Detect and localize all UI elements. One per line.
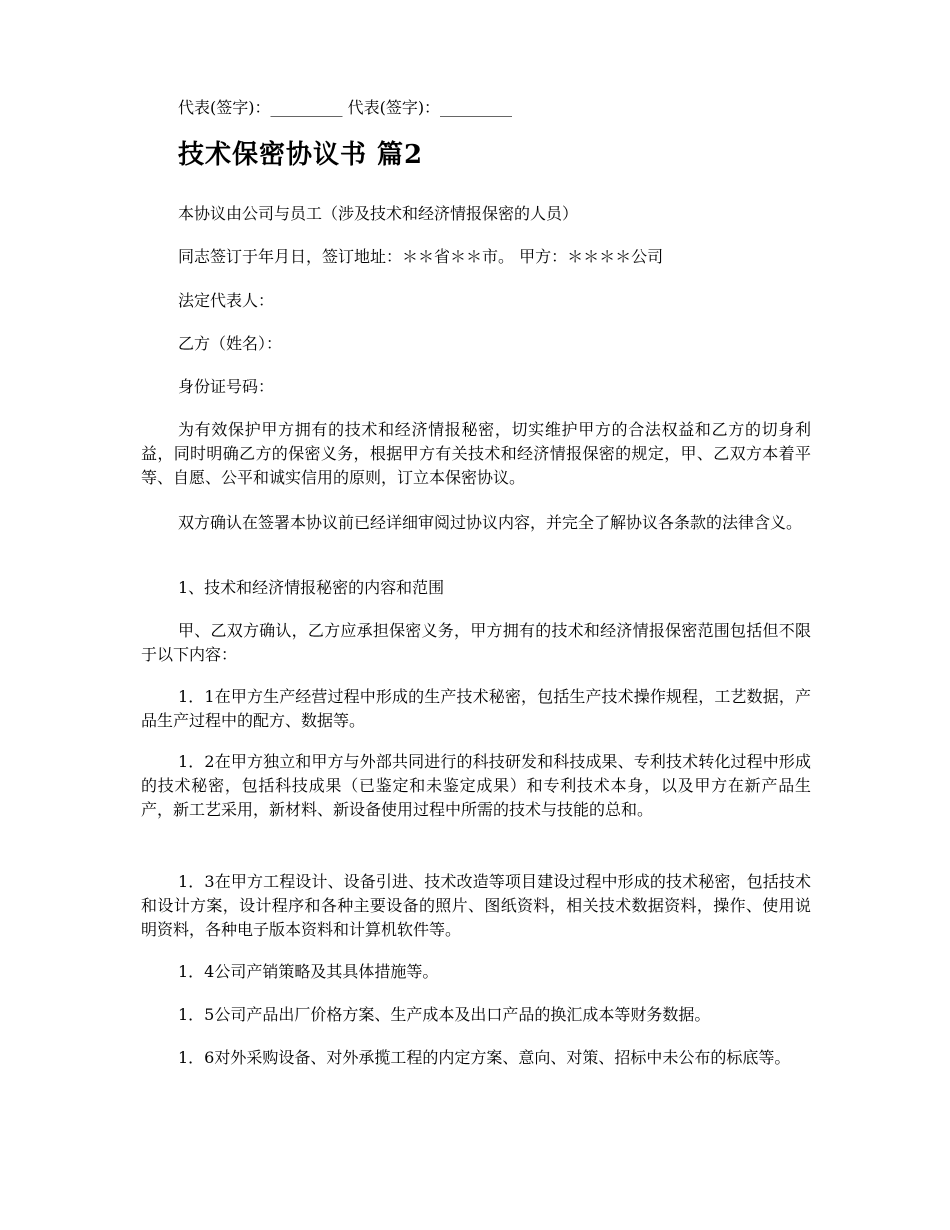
signing-info-line: 同志签订于年月日，签订地址：＊＊省＊＊市。 甲方：＊＊＊＊公司 [178, 247, 664, 266]
clause-1-5: 1．5公司产品出厂价格方案、生产成本及出口产品的换汇成本等财务数据。 [178, 1005, 711, 1024]
clause-1-2: 1．2在甲方独立和甲方与外部共同进行的科技研发和科技成果、专利技术转化过程中形成的技术秘密，包括科技成果（已鉴定和未鉴定成果）和专利技术本身，以及甲方在新产品生产，新工艺采用，新材料、新设备使用过程中所需的技术与技能的总和。 [141, 752, 811, 819]
section-heading: 1、技术和经济情报秘密的内容和范围 [178, 578, 445, 597]
scope-paragraph: 甲、乙双方确认，乙方应承担保密义务，甲方拥有的技术和经济情报保密范围包括但不限于以下内容： [141, 621, 811, 664]
confirmation-paragraph: 双方确认在签署本协议前已经详细审阅过协议内容，并完全了解协议各条款的法律含义。 [178, 513, 803, 532]
clause-1-3: 1．3在甲方工程设计、设备引进、技术改造等项目建设过程中形成的技术秘密，包括技术和设计方案，设计程序和各种主要设备的照片、图纸资料，相关技术数据资料，操作、使用说明资料，各种电子版本资料和计算机软件等。 [141, 872, 811, 939]
id-number-line: 身份证号码： [178, 377, 275, 396]
clause-1-1: 1．1在甲方生产经营过程中形成的生产技术秘密，包括生产技术操作规程，工艺数据，产品生产过程中的配方、数据等。 [141, 687, 811, 730]
signature-line: 代表(签字)：_________ 代表(签字)：_________ [178, 98, 513, 117]
intro-line: 本协议由公司与员工（涉及技术和经济情报保密的人员） [178, 204, 579, 223]
purpose-paragraph: 为有效保护甲方拥有的技术和经济情报秘密，切实维护甲方的合法权益和乙方的切身利益，同时明确乙方的保密义务，根据甲方有关技术和经济情报保密的规定，甲、乙双方本着平等、自愿、公平和诚实信用的原则，订立本保密协议。 [141, 420, 811, 487]
document-title: 技术保密协议书 篇2 [178, 140, 424, 170]
clause-1-4: 1．4公司产销策略及其具体措施等。 [178, 962, 439, 981]
legal-representative-line: 法定代表人： [178, 291, 275, 310]
clause-1-6: 1．6对外采购设备、对外承揽工程的内定方案、意向、对策、招标中未公布的标底等。 [178, 1048, 791, 1067]
party-b-name-line: 乙方（姓名）： [178, 334, 283, 353]
